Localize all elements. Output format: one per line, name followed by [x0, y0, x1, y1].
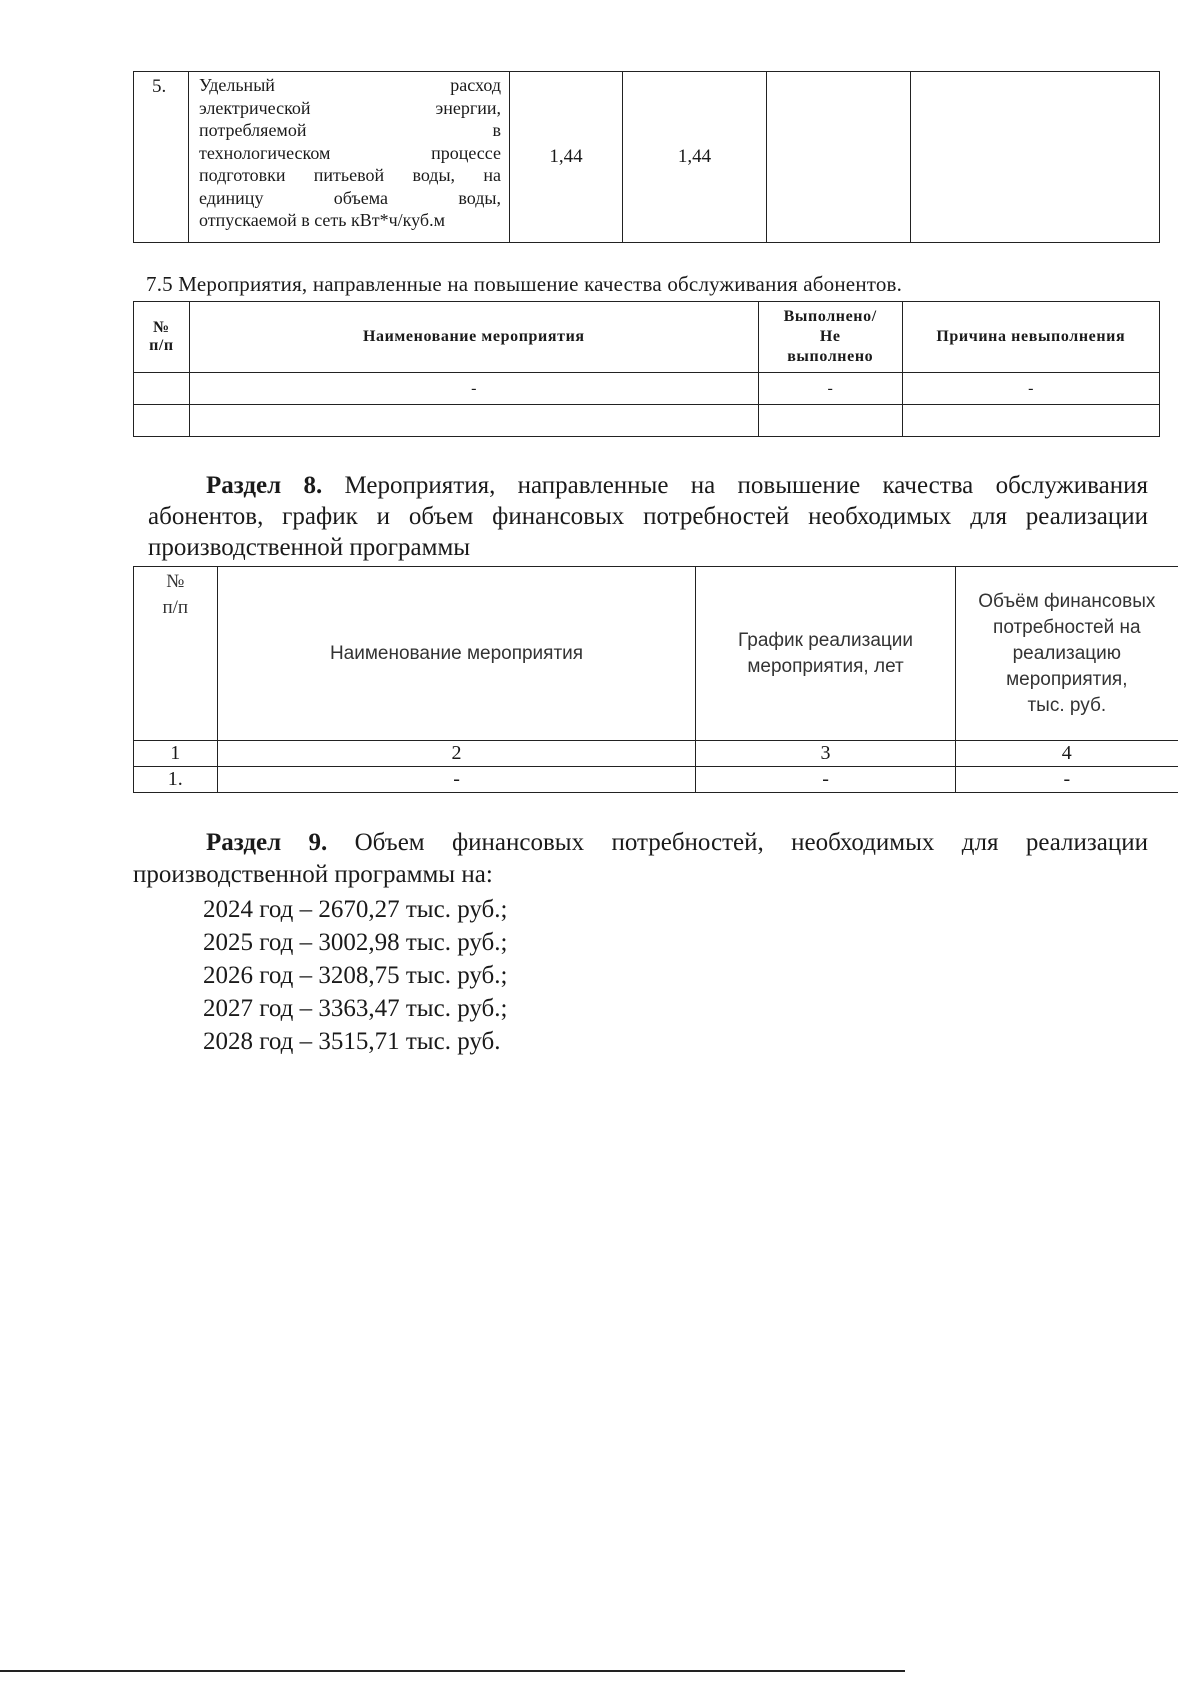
list-item: 2027 год – 3363,47 тыс. руб.;	[203, 995, 508, 1022]
header-volume-line: реализацию	[1012, 642, 1122, 664]
indicator-name-line: электрической энергии,	[199, 97, 501, 118]
table-cell	[902, 405, 1159, 437]
table-row	[134, 767, 1179, 793]
table-cell: 2	[217, 741, 696, 767]
indicator-name-line: потребляемой в	[199, 120, 501, 140]
table-cell: 1	[134, 741, 218, 767]
table-row	[134, 405, 1160, 437]
indicator-value-empty	[767, 72, 911, 243]
header-schedule	[696, 567, 955, 741]
table-cell	[134, 373, 190, 405]
section-8-paragraph	[148, 470, 1148, 563]
table-cell	[189, 405, 758, 437]
list-item: 2026 год – 3208,75 тыс. руб.;	[203, 962, 508, 989]
table-header-row	[134, 302, 1160, 373]
list-item: 2024 год – 2670,27 тыс. руб.;	[203, 896, 508, 923]
table-cell: -	[758, 373, 902, 405]
indicator-value-empty	[911, 72, 1160, 243]
section-8-label: Раздел 8.	[206, 472, 323, 499]
table-cell: -	[189, 373, 758, 405]
header-done-line: Не	[819, 328, 841, 345]
header-done-line: выполнено	[787, 348, 874, 365]
financial-needs-table	[133, 566, 1178, 793]
header-num-line: п/п	[149, 337, 174, 354]
indicator-name-line: технологическом процессе	[199, 142, 501, 163]
header-done-line: Выполнено/	[783, 308, 877, 325]
header-name: Наименование мероприятия	[217, 567, 696, 741]
header-num-line: №	[153, 319, 170, 336]
list-item: 2025 год – 3002,98 тыс. руб.;	[203, 929, 508, 956]
header-reason: Причина невыполнения	[902, 302, 1159, 373]
section-9-label: Раздел 9.	[206, 829, 328, 856]
header-volume	[955, 567, 1178, 741]
indicator-name-line: единицу объема воды,	[199, 187, 501, 208]
section-9-paragraph	[133, 827, 1148, 891]
table-cell: -	[902, 373, 1159, 405]
header-schedule-line: мероприятия, лет	[747, 655, 904, 677]
header-schedule-line: График реализации	[738, 629, 914, 651]
table-cell: -	[955, 767, 1178, 793]
section-9-text: Объем финансовых потребностей, необходимых для реализации производственной программы на:	[133, 829, 1149, 888]
header-num	[134, 302, 190, 373]
header-name: Наименование мероприятия	[189, 302, 758, 373]
table-index-row	[134, 741, 1179, 767]
table-cell: 3	[696, 741, 955, 767]
header-done	[758, 302, 902, 373]
table-cell: -	[217, 767, 696, 793]
indicator-table	[133, 71, 1160, 243]
header-volume-line: тыс. руб.	[1027, 694, 1107, 716]
row-number: 5.	[134, 72, 189, 243]
section-7-5-caption: 7.5 Мероприятия, направленные на повышение качества обслуживания абонентов.	[146, 272, 903, 296]
header-num	[134, 567, 218, 741]
footer-divider	[0, 1670, 905, 1672]
header-volume-line: потребностей на	[993, 616, 1141, 638]
header-volume-line: мероприятия,	[1006, 668, 1128, 690]
indicator-value-fact: 1,44	[623, 72, 767, 243]
table-cell: 1.	[134, 767, 218, 793]
header-num-line: №	[166, 571, 185, 592]
table-header-row	[134, 567, 1179, 741]
header-num-line: п/п	[162, 597, 189, 618]
table-cell	[758, 405, 902, 437]
table-row	[134, 373, 1160, 405]
measures-status-table	[133, 301, 1160, 437]
indicator-name-line: Удельный расход	[199, 75, 501, 95]
section-8-text: Мероприятия, направленные на повышение качества обслуживания абонентов, график и объем финансовых потребностей необходимых для реализации производственной программы	[148, 472, 1149, 561]
indicator-name-line: отпускаемой в сеть кВт*ч/куб.м	[199, 210, 445, 230]
indicator-name	[189, 72, 510, 243]
indicator-name-line: подготовки питьевой воды, на	[199, 165, 501, 185]
list-item: 2028 год – 3515,71 тыс. руб.	[203, 1028, 501, 1055]
yearly-amounts-list	[203, 893, 507, 1058]
table-cell	[134, 405, 190, 437]
table-row	[134, 72, 1160, 243]
table-cell: -	[696, 767, 955, 793]
header-volume-line: Объём финансовых	[978, 590, 1156, 612]
table-cell: 4	[955, 741, 1178, 767]
indicator-value-plan: 1,44	[510, 72, 623, 243]
